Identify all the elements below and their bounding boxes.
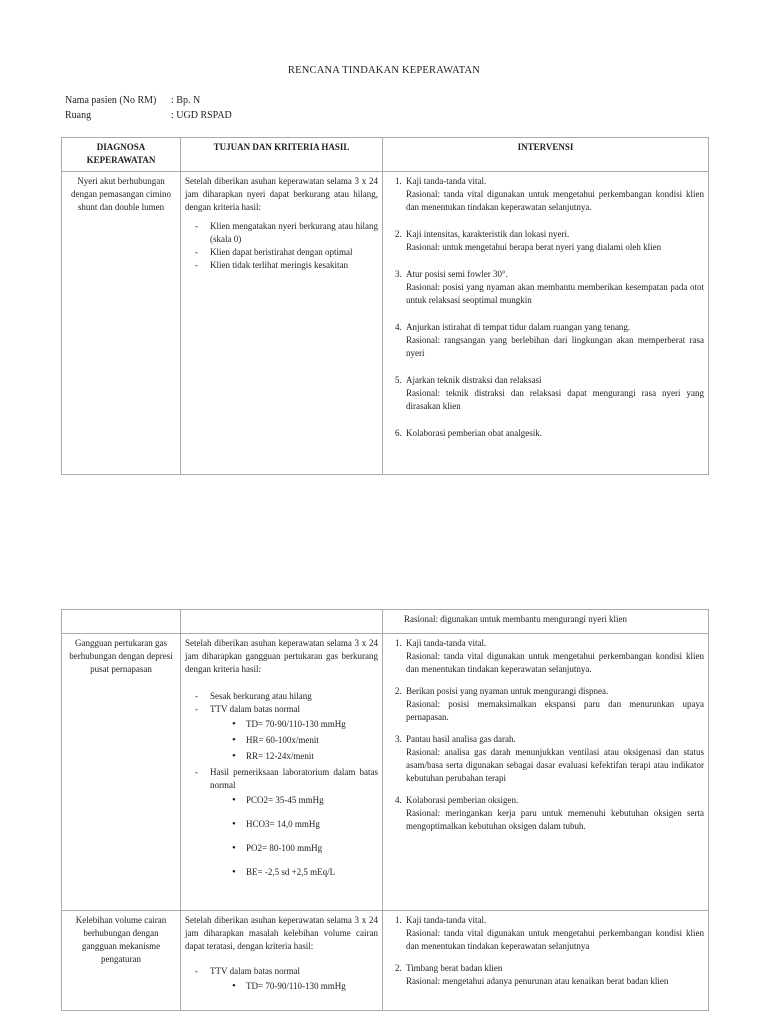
- criteria-text: Hasil pemeriksaan laboratorium dalam batas normal: [210, 767, 378, 790]
- list-item: • BE= -2,5 sd +2,5 mEq/L: [232, 866, 378, 879]
- patient-room-label: Ruang: [65, 110, 92, 121]
- empty-cell: [62, 610, 181, 634]
- continued-rationale: Rasional: digunakan untuk membantu mengurangi nyeri klien: [383, 610, 709, 634]
- intervention-action: 4. Anjurkan istirahat di tempat tidur dalam ruangan yang tenang.: [406, 322, 631, 332]
- intervention-rationale: Rasional: tanda vital digunakan untuk mengetahui perkembangan kondisi klien dan menentukan tindakan keperawatan selanjutnya.: [406, 651, 704, 674]
- intervention-list: [387, 637, 704, 833]
- intervention-action: 2. Berikan posisi yang nyaman untuk mengurangi dispnea.: [406, 686, 609, 696]
- table-row: [62, 911, 709, 1011]
- intervention-action: 3. Pantau hasil analisa gas darah.: [406, 734, 516, 744]
- list-item: • HR= 60-100x/menit: [232, 734, 378, 747]
- intervention-action: 4. Kolaborasi pemberian oksigen.: [406, 795, 519, 805]
- list-item: [195, 703, 378, 763]
- interventions-gas-exchange: [383, 634, 709, 911]
- criteria-list: [185, 220, 378, 272]
- criteria-text: TTV dalam batas normal: [210, 966, 301, 976]
- intervention-action: 3. Atur posisi semi fowler 30°.: [406, 269, 508, 279]
- goal-intro: Setelah diberikan asuhan keperawatan selama 3 x 24 jam diharapkan gangguan pertukaran gas berkurang dengan kriteria hasil:: [185, 638, 378, 674]
- list-item: [404, 733, 704, 785]
- interventions-pain: [383, 172, 709, 475]
- list-item: [404, 321, 704, 360]
- list-item: [195, 766, 378, 879]
- list-item: [404, 794, 704, 833]
- diagnosis-pain: Nyeri akut berhubungan dengan pemasangan cimino shunt dan double lumen: [62, 172, 181, 475]
- criteria-list: [185, 690, 378, 879]
- intervention-rationale: Rasional: meringankan kerja paru untuk memenuhi kebutuhan oksigen serta mengoptimalkan kebutuhan oksigen dalam tubuh.: [406, 808, 704, 831]
- criteria-text: TTV dalam batas normal: [210, 704, 301, 714]
- list-item: [404, 914, 704, 953]
- list-item: - Sesak berkurang atau hilang: [195, 690, 378, 703]
- list-item: [195, 965, 378, 993]
- table-row: [62, 172, 709, 475]
- header-interventions: INTERVENSI: [383, 138, 709, 172]
- vitals-list: [210, 718, 378, 763]
- document-title: RENCANA TINDAKAN KEPERAWATAN: [287, 65, 481, 76]
- diagnosis-fluid-volume: Kelebihan volume cairan berhubungan dengan gangguan mekanisme pengaturan: [62, 911, 181, 1011]
- intervention-list: [387, 914, 704, 988]
- empty-cell: [181, 610, 383, 634]
- patient-name-value: : Bp. N: [171, 95, 201, 106]
- list-item: • PCO2= 35-45 mmHg: [232, 794, 378, 807]
- goals-fluid-volume: [181, 911, 383, 1011]
- intervention-rationale: Rasional: rangsangan yang berlebihan dari lingkungan akan memperberat rasa nyeri: [406, 335, 704, 358]
- list-item: - Klien dapat beristirahat dengan optimal: [195, 246, 378, 259]
- patient-room-value: : UGD RSPAD: [171, 110, 232, 121]
- intervention-action: 1. Kaji tanda-tanda vital.: [406, 915, 487, 925]
- intervention-rationale: Rasional: posisi yang nyaman akan membantu memberikan kesempatan pada otot untuk relaksasi seoptimal mungkin: [406, 282, 704, 305]
- list-item: • TD= 70-90/110-130 mmHg: [232, 718, 378, 731]
- intervention-rationale: Rasional: tanda vital digunakan untuk mengetahui perkembangan kondisi klien dan menentukan tindakan keperawatan selanjutnya: [406, 928, 704, 951]
- vitals-list: [210, 980, 378, 993]
- list-item: - Klien mengatakan nyeri berkurang atau hilang (skala 0): [195, 220, 378, 246]
- intervention-rationale: Rasional: posisi memaksimalkan ekspansi paru dan menurunkan upaya pernapasan.: [406, 699, 704, 722]
- intervention-action: 1. Kaji tanda-tanda vital.: [406, 638, 487, 648]
- header-diagnosis: DIAGNOSA KEPERAWATAN: [62, 138, 181, 172]
- list-item: [404, 228, 704, 254]
- diagnosis-gas-exchange: Gangguan pertukaran gas berhubungan dengan depresi pusat pernapasan: [62, 634, 181, 911]
- list-item: [404, 175, 704, 214]
- intervention-action: 2. Timbang berat badan klien: [406, 963, 503, 973]
- intervention-rationale: Rasional: teknik distraksi dan relaksasi dapat mengurangi rasa nyeri yang dirasakan klien: [406, 388, 704, 411]
- goal-intro: Setelah diberikan asuhan keperawatan selama 3 x 24 jam diharapkan masalah kelebihan volume cairan dapat teratasi, dengan kriteria hasil:: [185, 915, 378, 951]
- interventions-fluid-volume: [383, 911, 709, 1011]
- intervention-action: 1. Kaji tanda-tanda vital.: [406, 176, 487, 186]
- header-goals: TUJUAN DAN KRITERIA HASIL: [181, 138, 383, 172]
- intervention-rationale: Rasional: untuk mengetahui berapa berat nyeri yang dialami oleh klien: [406, 242, 662, 252]
- list-item: - Klien tidak terlihat meringis kesakitan: [195, 259, 378, 272]
- goal-intro: Setelah diberikan asuhan keperawatan selama 3 x 24 jam diharapkan nyeri dapat berkurang atau hilang, dengan kriteria hasil:: [185, 176, 378, 212]
- list-item: [404, 685, 704, 724]
- intervention-rationale: Rasional: tanda vital digunakan untuk mengetahui perkembangan kondisi klien dan menentukan tindakan keperawatan selanjutnya.: [406, 189, 704, 212]
- list-item: • RR= 12-24x/menit: [232, 750, 378, 763]
- criteria-list: [185, 965, 378, 993]
- list-item: [404, 374, 704, 413]
- intervention-action: 6. Kolaborasi pemberian obat analgesik.: [406, 428, 542, 438]
- list-item: • TD= 70-90/110-130 mmHg: [232, 980, 378, 993]
- goals-pain: [181, 172, 383, 475]
- patient-room-row: [65, 110, 232, 121]
- intervention-action: 2. Kaji intensitas, karakteristik dan lokasi nyeri.: [406, 229, 570, 239]
- intervention-rationale: Rasional: mengetahui adanya penurunan atau kenaikan berat badan klien: [406, 976, 669, 986]
- intervention-rationale: Rasional: analisa gas darah menunjukkan ventilasi atau oksigenasi dan status asam/basa serta digunakan sebagai dasar evaluasi kefektifan terapi atau indikator kebutuhan perubahan terapi: [406, 747, 704, 783]
- care-plan-table-page2: [61, 609, 709, 1011]
- table-row: [62, 610, 709, 634]
- care-plan-table-page1: [61, 137, 709, 475]
- list-item: [404, 962, 704, 988]
- list-item: • HCO3= 14,0 mmHg: [232, 818, 378, 831]
- table-row: [62, 634, 709, 911]
- list-item: [404, 427, 704, 440]
- goals-gas-exchange: [181, 634, 383, 911]
- list-item: [404, 637, 704, 676]
- list-item: • PO2= 80-100 mmHg: [232, 842, 378, 855]
- patient-name-row: [65, 95, 200, 106]
- patient-name-label: Nama pasien (No RM): [65, 95, 157, 106]
- labs-list: [210, 794, 378, 879]
- intervention-action: 5. Ajarkan teknik distraksi dan relaksasi: [406, 375, 542, 385]
- table-header-row: [62, 138, 709, 172]
- list-item: [404, 268, 704, 307]
- intervention-list: [387, 175, 704, 440]
